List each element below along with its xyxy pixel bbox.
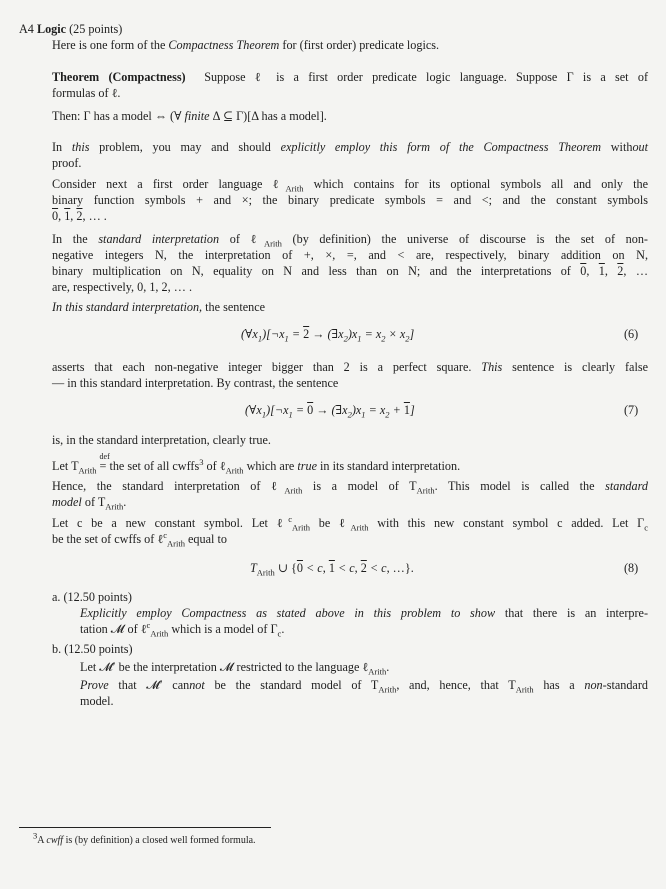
sentence-intro: In this standard interpretation, the sentence [52,300,266,314]
equation-8: $T_{Arith}$ ∪ {0 < c, 1 < c, 2 < c, …}. [250,561,414,578]
equation-number-6: (6) [624,327,639,341]
part-a-label: a. (12.50 points) [52,590,132,604]
standard-model-paragraph: Hence, the standard interpretation of ℓ$_{Arith}$ is a model of $T_{Arith}$. This model is called the standard model of $T_{Arith}$. [52,479,648,512]
theorem-conclusion: Then: Γ has a model ⇔ (∀ finite Δ ⊆ Γ)[Δ has a model]. [52,109,327,123]
compactness-theorem-term: Compactness Theorem [168,38,280,52]
language-definition-paragraph: Consider next a first order language ℓ$_{Arith}$ which contains for its optional symbols all and only the binary function symbols + and ×; the binary predicate symbols = and <; and the constant symbols 0, 1, 2, … . [52,177,648,223]
asserts-paragraph: asserts that each non-negative integer bigger than 2 is a perfect square. This sentence is clearly false — in this standard interpretation. By contrast, the sentence [52,360,648,390]
equation-number-8: (8) [624,561,639,575]
new-constant-paragraph: Let c be a new constant symbol. Let ℓ$^c_{Arith}$ be ℓ$_{Arith}$ with this new constant symbol c added. Let $\Gamma_c$ be the set of cwffs of ℓ$^c_{Arith}$ equal to [52,513,648,549]
problem-points: (25 points) [69,22,123,36]
equation-number-7: (7) [624,403,639,417]
standard-interpretation-paragraph: In the standard interpretation of ℓ$_{Arith}$ (by definition) the universe of discourse is the set of non- negative integers N, the interpretation of +, ×, =, and < are, respectively, binary addition on N, binary multiplication on N, equality on N and less than on N; and the interpretations of 0, 1, 2, … are, respectively, 0, 1, 2, … . [52,232,649,294]
instruction-paragraph: In this problem, you may and should explicitly employ this form of the Compactness Theorem without proof. [52,140,649,170]
part-a-body: Explicitly employ Compactness as stated above in this problem to show that there is an interpre- tation 𝓜 of ℓ$^c_{Arith}$ which is a model of $\Gamma_c$. [80,606,649,639]
clearly-true-sentence: is, in the standard interpretation, clearly true. [52,433,271,447]
equation-7: $(\forall x_1)[\neg x_1 = 0$ → $(\exists x_2)x_1 = x_2 + 1$] [245,403,415,420]
problem-title: Logic [36,22,67,36]
footnote-rule [19,827,271,828]
part-b-label: b. (12.50 points) [52,642,133,656]
theorem-block: Theorem (Compactness) Suppose ℓ is a first order predicate logic language. Suppose Γ is a set of formulas of ℓ. [52,70,649,100]
part-b-body: Let 𝓜′ be the interpretation 𝓜 restricted to the language ℓ$_{Arith}$. Prove that 𝓜′ cannot be the standard model of $T_{Arith}$, and, hence, that $T_{Arith}$ has a non-standard model. [80,660,648,708]
problem-id: A4 [19,22,34,36]
theorem-label: Theorem (Compactness) [52,70,186,84]
intro-paragraph: Here is one form of the Compactness Theorem for (first order) predicate logics. [52,38,440,52]
footnote: $^3$A cwff is (by definition) a closed well formed formula. [33,830,256,846]
t-arith-definition: Let $T_{Arith}$ def = the set of all cwffs$^3$ of ℓ$_{Arith}$ which are true in its standard interpretation. [52,452,461,476]
equation-6: $(\forall x_1)[\neg x_1 = 2$ → $(\exists x_2)x_1 = x_2 \times x_2$] [241,327,415,344]
problem-heading [19,21,122,37]
